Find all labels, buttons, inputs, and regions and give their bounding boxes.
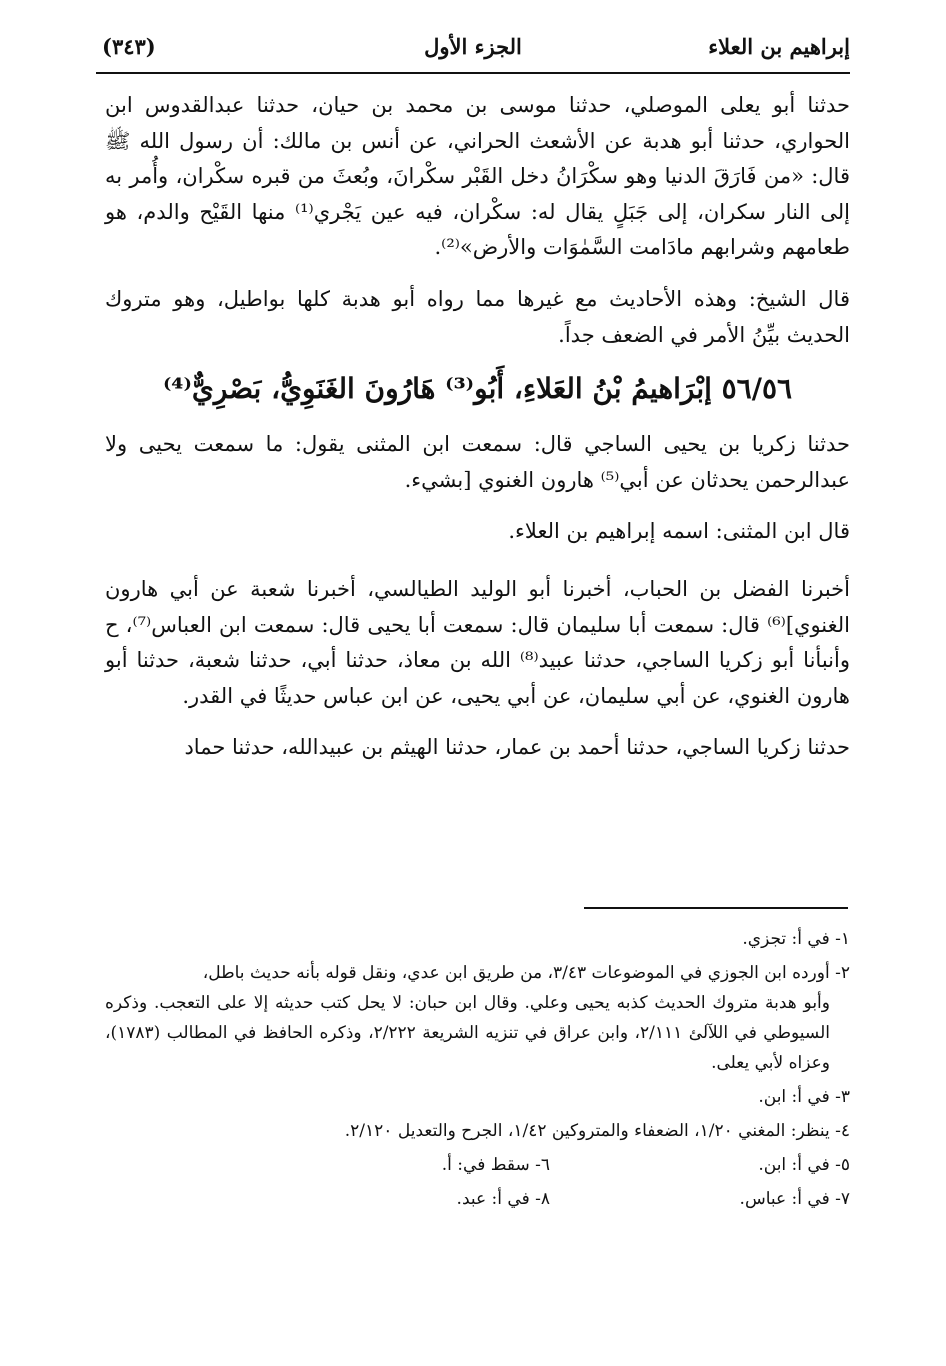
entry-title: ٥٦/٥٦ إبْرَاهيمُ بْنُ العَلاءِ، أَبُو⁽³⁾ هَارُونَ الغَنَوِيُّ، بَصْرِيٌّ⁽⁴⁾ (162, 372, 793, 406)
footnote-7: ٧- في أ: عباس. (739, 1189, 850, 1209)
paragraph: أخبرنا الفضل بن الحباب، أخبرنا أبو الوليد الطيالسي، أخبرنا شعبة عن أبي هارون الغنوي]⁽⁶⁾ قال: سمعت أبا سليمان قال: سمعت أبا يحيى قال: سمعت ابن العباس⁽⁷⁾، ح وأنبأنا أبو زكريا الساجي، حدثنا عبيد⁽⁸⁾ الله بن معاذ، حدثنا أبي، حدثنا شعبة، حدثنا أبو هارون الغنوي، عن أبي سليمان، عن أبي يحيى، عن ابن عباس حديثًا في القدر. (105, 576, 850, 708)
footnote-8: ٨- في أ: عبد. (456, 1189, 550, 1209)
footnote-4: ٤- ينظر: المغني ١/٢٠، الضعفاء والمتروكين ١/٤٢، الجرح والتعديل ٢/١٢٠. (344, 1121, 850, 1141)
running-title: إبراهيم بن العلاء (708, 34, 850, 59)
paragraph: حدثنا زكريا بن يحيى الساجي قال: سمعت ابن المثنى يقول: ما سمعت يحيى ولا عبدالرحمن يحدثان عن أبي⁽⁵⁾ هارون الغنوي [بشيء. (105, 432, 850, 492)
footnotes (105, 924, 850, 1218)
footnote-divider (584, 907, 848, 909)
footnote-5: ٥- في أ: ابن. (758, 1155, 850, 1175)
paragraph: قال الشيخ: وهذه الأحاديث مع غيرها مما رواه أبو هدبة كلها بواطيل، وهو متروك الحديث بيِّنُ الأمر في الضعف جداً. (105, 286, 850, 347)
main-text (105, 88, 850, 782)
page-header (96, 28, 850, 74)
paragraph: حدثنا أبو يعلى الموصلي، حدثنا موسى بن محمد بن حيان، حدثنا عبدالقدوس ابن الحواري، حدثنا أبو هدبة عن الأشعث الحراني، عن أنس بن مالك: أن رسول الله ﷺ قال: «من فَارَقَ الدنيا وهو سكْرَانُ دخل القَبْر سكْرانَ، وبُعثَ من قبره سكْران، وأُمر به إلى النار سكران، إلى جَبَلٍ يقال له: سكْران، فيه عين يَجْري⁽¹⁾ منها القَيْح والدم، هو طعامهم وشرابهم مادَامت السَّمٰوَات والأرض»⁽²⁾. (105, 93, 850, 260)
footnote-3: ٣- في أ: ابن. (758, 1087, 850, 1107)
volume-label: الجزء الأول (424, 34, 522, 59)
paragraph: قال ابن المثنى: اسمه إبراهيم بن العلاء. (508, 519, 850, 544)
footnote-2 (105, 958, 850, 1078)
footnote-row (105, 1184, 850, 1214)
footnote-row (105, 1150, 850, 1180)
paragraph: حدثنا زكريا الساجي، حدثنا أحمد بن عمار، حدثنا الهيثم بن عبيدالله، حدثنا حماد (184, 735, 850, 760)
footnote-1: ١- في أ: تجزي. (742, 929, 850, 949)
footnote-2-first-line: ٢- أورده ابن الجوزي في الموضوعات ٣/٤٣، من طريق ابن عدي، ونقل قوله بأنه حديث باطل، (202, 963, 850, 983)
footnote-2-continuation: وأبو هدبة متروك الحديث كذبه يحيى وعلي. وقال ابن حبان: لا يحل كتب حديثه إلا على التعجب. وذكره السيوطي في اللآلئ ٢/١١١، وابن عراق في تنزيه الشريعة ٢/٢٢٢، وذكره الحافظ في المطالب (١٧٨٣)، وعزاه لأبي يعلى. (105, 993, 830, 1073)
footnote-6: ٦- سقط في: أ. (441, 1155, 550, 1175)
page-number: (٣٤٣) (102, 34, 156, 59)
